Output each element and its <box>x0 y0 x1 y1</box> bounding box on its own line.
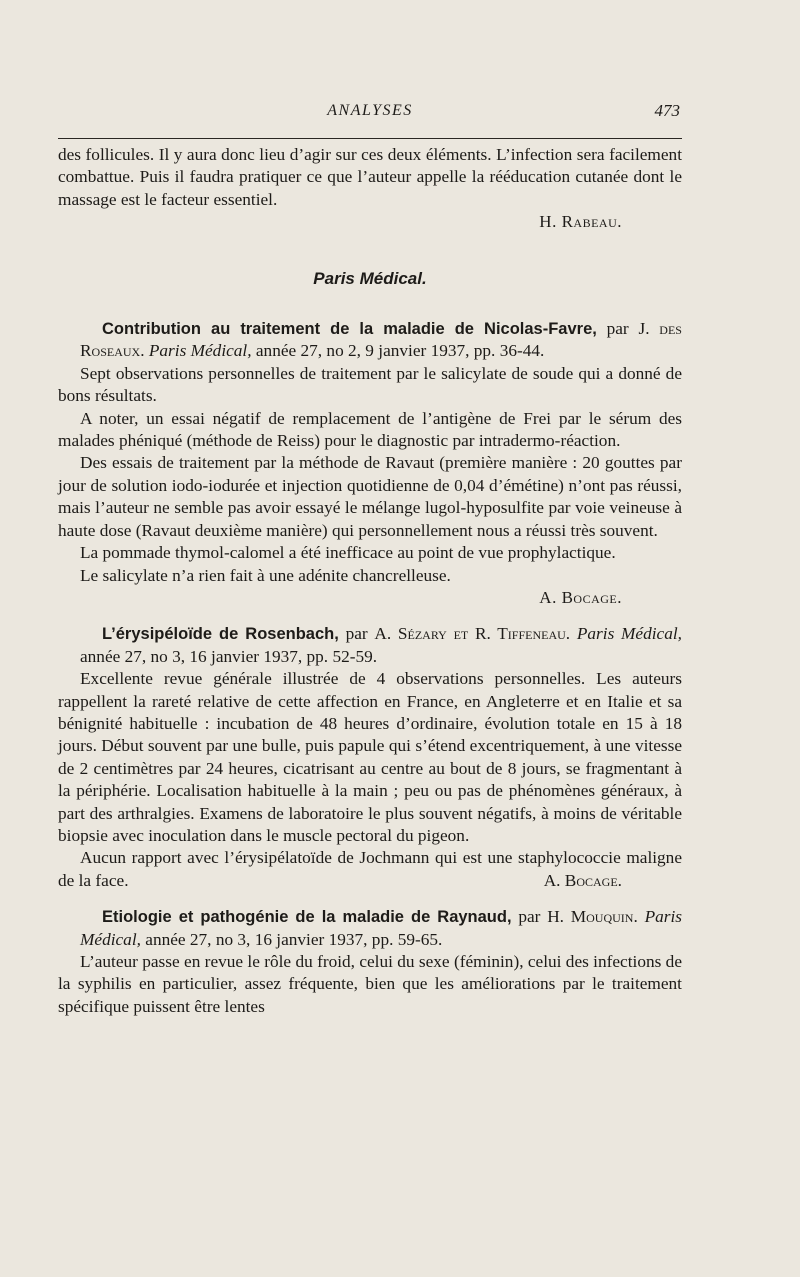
article-title: Etiologie et pathogénie de la maladie de Raynaud, <box>102 908 512 927</box>
page-content <box>58 144 682 1018</box>
article-title: Contribution au traitement de la maladie de Nicolas-Favre, <box>102 320 597 339</box>
entry-paragraph: Excellente revue générale illustrée de 4 observations personnelles. Les auteurs rappellent la rareté relative de cette affection en France, en Angleterre et en Italie et sa bénignité habituelle : incubation de 48 heures d’ordinaire, évolution totale en 15 à 18 jours. Début souvent par une bulle, puis papule qui s’étend excentriquement, à une vitesse de 2 centimètres par 24 heures, cicatrisant au centre au bout de 8 jours, se fragmentant à la périphérie. Localisation habituelle à la main ; peu ou pas de phénomènes généraux, à part des arthralgies. Examens de laboratoire le plus souvent négatifs, à moins de véritable biopsie avec inoculation dans le muscle pectoral du pigeon. <box>58 669 682 845</box>
entry-header <box>58 906 682 951</box>
journal-name: Paris Médical, <box>80 907 683 949</box>
entry-paragraph: Sept observations personnelles de traitement par le salicylate de soude qui a donné de bons résultats. <box>58 363 682 406</box>
article-authors: A. Sézary et R. Tiffeneau. <box>374 624 571 644</box>
entry-closing <box>58 847 682 892</box>
par-word: par <box>345 624 368 644</box>
entry-paragraph: Le salicylate n’a rien fait à une adénite chancrelleuse. <box>80 565 451 585</box>
citation: année 27, no 2, 9 janvier 1937, pp. 36-44. <box>255 341 545 361</box>
closing-text: Aucun rapport avec l’érysipélatoïde de Jochmann qui est une staphylococcie maligne de la face. <box>58 848 682 890</box>
entry-paragraph: A noter, un essai négatif de remplacement de l’antigène de Frei par le sérum des malades phéniqué (méthode de Reiss) pour le diagnostic par intradermo-réaction. <box>58 408 682 451</box>
entry-signature: A. Bocage. <box>543 870 622 890</box>
citation: année 27, no 3, 16 janvier 1937, pp. 59-65. <box>145 929 443 949</box>
review-entry-1 <box>58 318 682 609</box>
review-entry-3 <box>58 906 682 1018</box>
review-entry-2 <box>58 623 682 892</box>
header-title: ANALYSES <box>327 102 413 119</box>
par-word: par <box>518 907 541 927</box>
par-word: par <box>606 319 629 339</box>
entry-header <box>58 318 682 363</box>
entry-header <box>58 623 682 668</box>
article-title: L’érysipéloïde de Rosenbach, <box>102 625 339 644</box>
article-authors: H. Mouquin. <box>547 907 638 927</box>
article-authors: J. des Roseaux. <box>80 319 682 361</box>
running-header <box>58 98 682 139</box>
entry-signature: A. Bocage. <box>539 587 622 607</box>
page-number: 473 <box>654 101 680 120</box>
citation: année 27, no 3, 16 janvier 1937, pp. 52-59. <box>80 646 378 666</box>
journal-heading: Paris Médical. <box>313 268 427 288</box>
journal-name: Paris Médical, <box>576 624 682 644</box>
intro-signature: H. Rabeau. <box>539 212 622 232</box>
intro-paragraph: des follicules. Il y aura donc lieu d’agir sur ces deux éléments. L’infection sera facilement combattue. Puis il faudra pratiquer ce que l’auteur appelle la rééducation cutanée dont le massage est le facteur essentiel. <box>58 145 682 209</box>
journal-name: Paris Médical, <box>148 341 252 361</box>
entry-paragraph: La pommade thymol-calomel a été inefficace au point de vue prophylactique. <box>80 543 616 563</box>
entry-paragraph: Des essais de traitement par la méthode de Ravaut (première manière : 20 gouttes par jour de solution iodo-iodurée et injection quotidienne de 0,04 d’émétine) n’ont pas réussi, mais l’auteur ne semble pas avoir essayé le mélange lugol-hyposulfite par voie veineuse à haute dose (Ravaut deuxième manière) qui personnellement nous a réussi très souvent. <box>58 453 682 540</box>
entry-paragraph: L’auteur passe en revue le rôle du froid, celui du sexe (féminin), celui des infections de la syphilis en particulier, assez fréquente, bien que les améliorations par le traitement spécifique puissent être lentes <box>58 952 682 1016</box>
